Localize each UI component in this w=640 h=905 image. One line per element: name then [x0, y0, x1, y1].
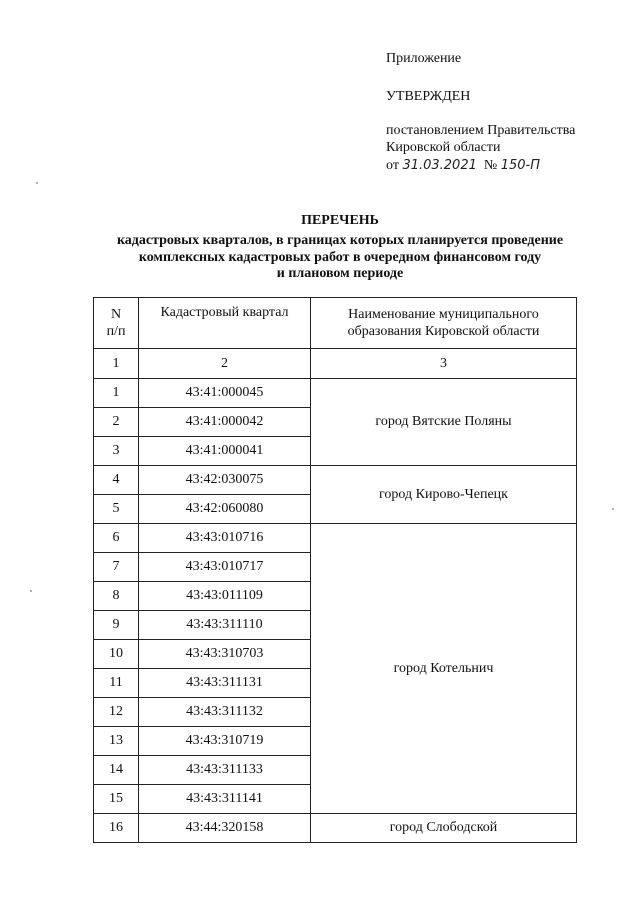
appendix-label: Приложение: [386, 51, 462, 66]
scan-speck: [612, 508, 614, 510]
municipality-cell: город Кирово-Чепецк: [311, 466, 577, 524]
resolution-date-number: [386, 157, 540, 175]
row-number: 15: [94, 785, 139, 814]
row-number: 10: [94, 640, 139, 669]
document-heading: ПЕРЕЧЕНЬ: [301, 213, 379, 228]
row-number: 16: [94, 814, 139, 843]
quarter-code: 43:41:000042: [139, 408, 311, 437]
header-municipality-line-2: образования Кировской области: [347, 324, 540, 339]
quarter-code: 43:44:320158: [139, 814, 311, 843]
quarter-code: 43:43:011109: [139, 582, 311, 611]
header-quarter: Кадастровый квартал: [139, 298, 311, 349]
column-number-row: [94, 349, 577, 379]
quarter-code: 43:43:311141: [139, 785, 311, 814]
row-number: 14: [94, 756, 139, 785]
row-number: 1: [94, 379, 139, 408]
table-header-row: [94, 298, 577, 349]
quarter-code: 43:43:010717: [139, 553, 311, 582]
document-subtitle-line-1: кадастровых кварталов, в границах которых планируется проведение: [116, 233, 564, 248]
document-subtitle-line-3: и плановом периоде: [276, 266, 404, 281]
row-number: 9: [94, 611, 139, 640]
resolution-line-2: Кировской области: [386, 140, 501, 155]
number-prefix: №: [483, 158, 498, 173]
quarter-code: 43:43:311133: [139, 756, 311, 785]
quarter-code: 43:43:310719: [139, 727, 311, 756]
row-number: 3: [94, 437, 139, 466]
row-number: 13: [94, 727, 139, 756]
table-row: [94, 814, 577, 843]
header-municipality-line-1: Наименование муниципального: [348, 307, 539, 322]
table-row: [94, 524, 577, 553]
row-number: 6: [94, 524, 139, 553]
table-body: [94, 298, 577, 843]
quarter-code: 43:41:000041: [139, 437, 311, 466]
row-number: 7: [94, 553, 139, 582]
handwritten-number: 150-П: [500, 158, 541, 173]
header-municipality: [311, 298, 577, 349]
approved-label: УТВЕРЖДЕН: [386, 89, 471, 104]
municipality-cell: город Котельнич: [311, 524, 577, 814]
resolution-line-1: постановлением Правительства: [386, 123, 576, 138]
row-number: 11: [94, 669, 139, 698]
document-subtitle-line-2: комплексных кадастровых работ в очередном финансовом году: [138, 250, 542, 265]
column-number-cell: 2: [139, 349, 311, 379]
column-number-cell: 3: [311, 349, 577, 379]
table-row: [94, 466, 577, 495]
quarter-code: 43:41:000045: [139, 379, 311, 408]
quarter-code: 43:43:311131: [139, 669, 311, 698]
cadastral-quarters-table: [93, 297, 577, 843]
row-number: 8: [94, 582, 139, 611]
municipality-cell: город Слободской: [311, 814, 577, 843]
scan-speck: [36, 182, 38, 184]
row-number: 12: [94, 698, 139, 727]
quarter-code: 43:43:311132: [139, 698, 311, 727]
quarter-code: 43:43:310703: [139, 640, 311, 669]
quarter-code: 43:43:010716: [139, 524, 311, 553]
quarter-code: 43:43:311110: [139, 611, 311, 640]
quarter-code: 43:42:060080: [139, 495, 311, 524]
quarter-code: 43:42:030075: [139, 466, 311, 495]
row-number: 2: [94, 408, 139, 437]
table-row: [94, 379, 577, 408]
header-number-line-1: N: [110, 307, 122, 322]
scan-speck: [30, 590, 32, 592]
column-number-cell: 1: [94, 349, 139, 379]
header-number-line-2: п/п: [106, 324, 126, 339]
handwritten-date: 31.03.2021: [402, 158, 477, 173]
municipality-cell: город Вятские Поляны: [311, 379, 577, 466]
header-number: [94, 298, 139, 349]
date-prefix: от: [386, 158, 399, 173]
row-number: 4: [94, 466, 139, 495]
row-number: 5: [94, 495, 139, 524]
